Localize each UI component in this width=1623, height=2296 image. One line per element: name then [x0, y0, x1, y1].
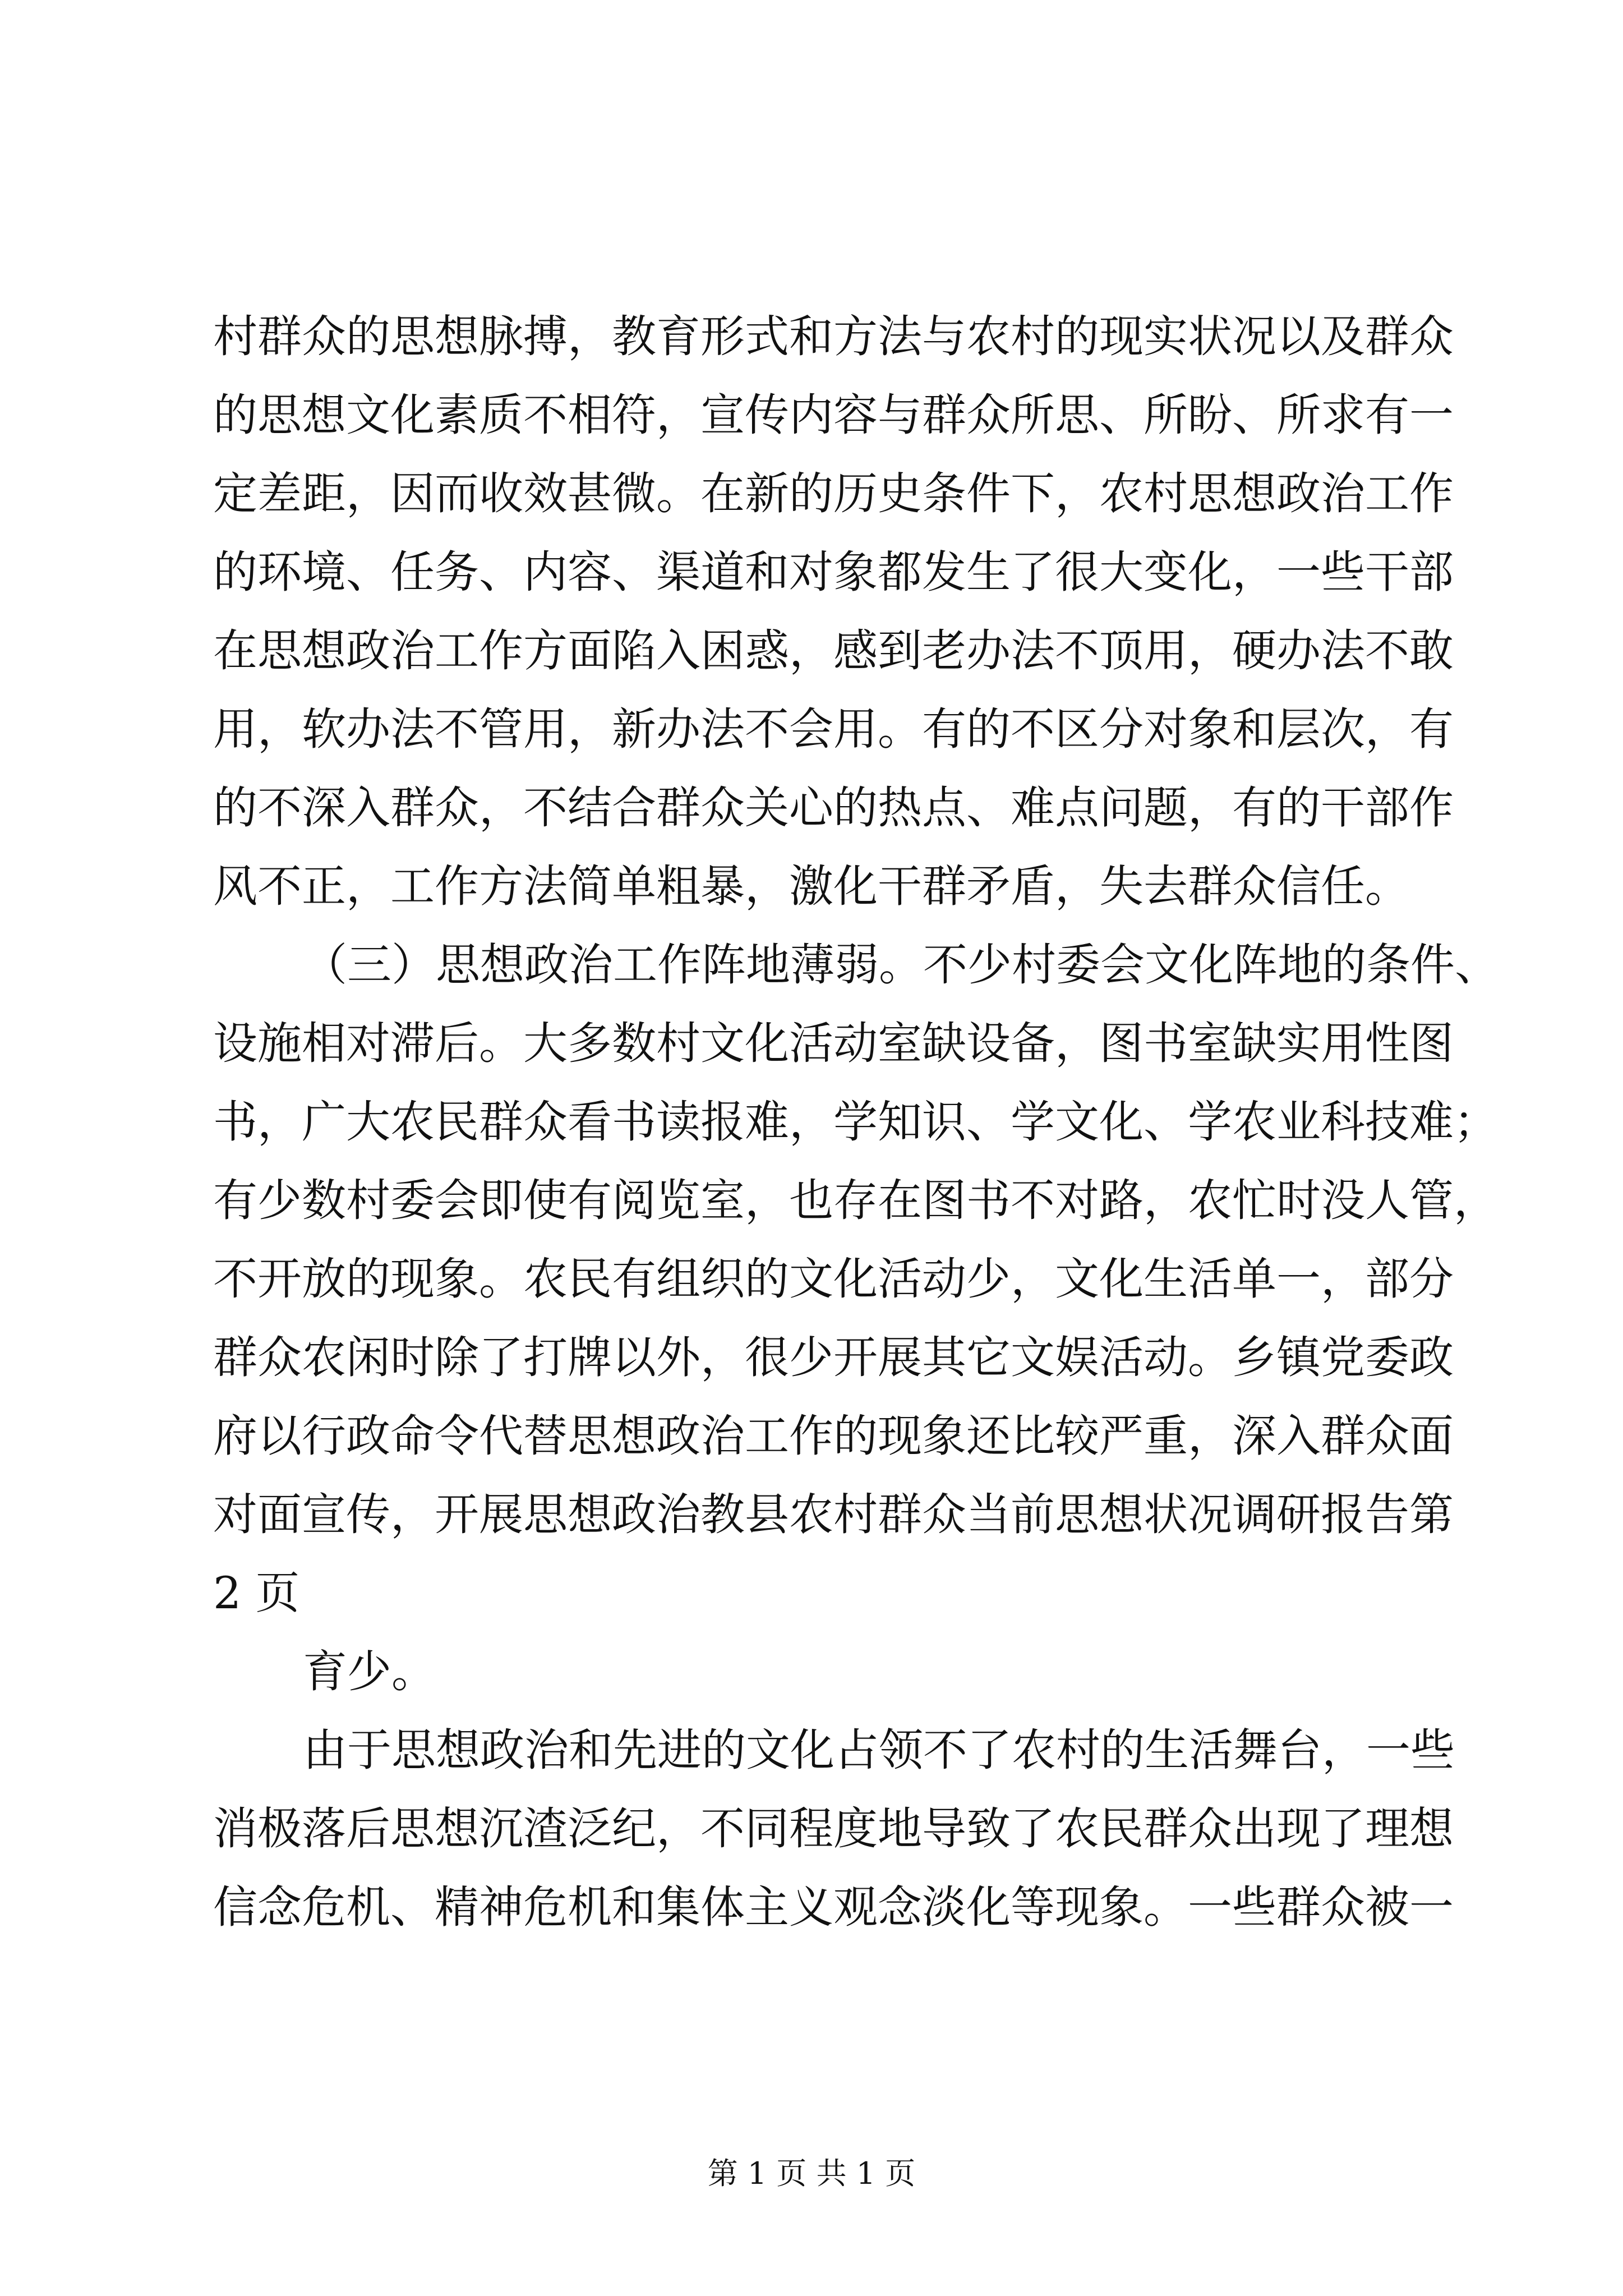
text-line: 对面宣传，开展思想政治教县农村群众当前思想状况调研报告第: [213, 1489, 1454, 1540]
text-line: 设施相对滞后。大多数村文化活动室缺设备，图书室缺实用性图: [213, 1018, 1454, 1069]
page-footer: 第 1 页 共 1 页: [707, 2156, 916, 2191]
text-line: 在思想政治工作方面陷入困惑，感到老办法不顶用，硬办法不敢: [213, 625, 1454, 677]
text-line: 育少。: [303, 1646, 436, 1697]
text-line: 消极落后思想沉渣泛纪，不同程度地导致了农民群众出现了理想: [213, 1803, 1454, 1855]
section-heading-line: （三）思想政治工作阵地薄弱。不少村委会文化阵地的条件、: [303, 939, 1499, 991]
text-line: 定差距，因而收效甚微。在新的历史条件下，农村思想政治工作: [213, 468, 1454, 519]
text-line: 群众农闲时除了打牌以外，很少开展其它文娱活动。乡镇党委政: [213, 1332, 1454, 1383]
text-line: 信念危机、精神危机和集体主义观念淡化等现象。一些群众被一: [213, 1881, 1454, 1933]
text-line: 的环境、任务、内容、渠道和对象都发生了很大变化，一些干部: [213, 546, 1454, 598]
text-line: 用，软办法不管用，新办法不会用。有的不区分对象和层次，有: [213, 703, 1454, 755]
text-line: 不开放的现象。农民有组织的文化活动少，文化生活单一，部分: [213, 1253, 1454, 1305]
body-text: [213, 297, 1499, 1947]
text-line: 的思想文化素质不相符，宣传内容与群众所思、所盼、所求有一: [213, 389, 1454, 441]
text-line: 府以行政命令代替思想政治工作的现象还比较严重，深入群众面: [213, 1410, 1454, 1462]
text-line: 风不正，工作方法简单粗暴，激化干群矛盾，失去群众信任。: [213, 861, 1409, 912]
text-line: 的不深入群众，不结合群众关心的热点、难点问题，有的干部作: [213, 782, 1454, 834]
text-line: 有少数村委会即使有阅览室，也存在图书不对路，农忙时没人管，: [213, 1175, 1498, 1226]
paragraph-start-line: 由于思想政治和先进的文化占领不了农村的生活舞台，一些: [303, 1724, 1455, 1776]
text-line: 村群众的思想脉搏，教育形式和方法与农村的现实状况以及群众: [213, 311, 1454, 362]
text-line: 2 页: [213, 1567, 300, 1619]
text-line: 书，广大农民群众看书读报难，学知识、学文化、学农业科技难；: [213, 1096, 1498, 1148]
